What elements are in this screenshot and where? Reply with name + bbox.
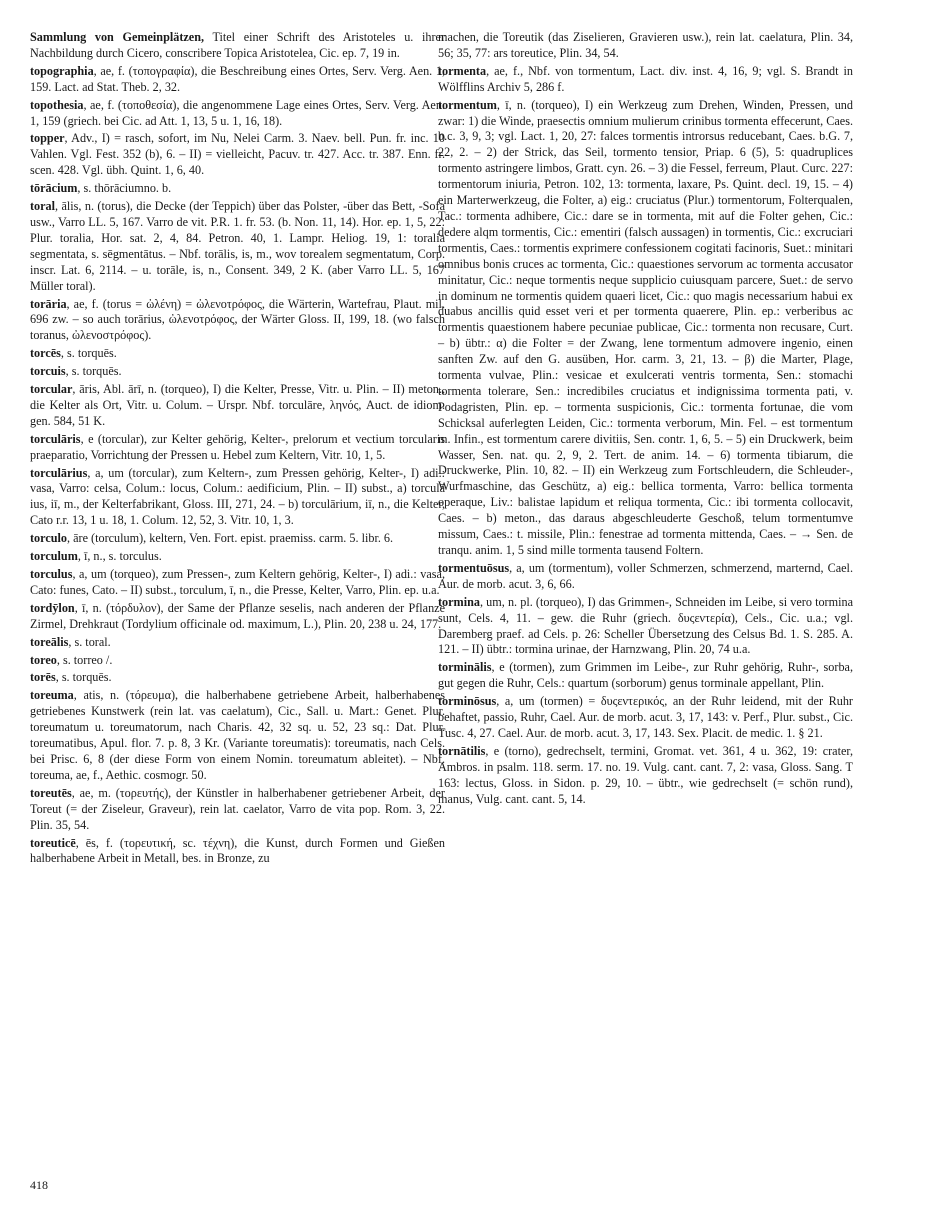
dictionary-entry: [30, 601, 445, 633]
entry-body: , s. torreo /.: [56, 652, 113, 667]
entry-headword: toreutēs: [30, 785, 72, 800]
entry-body: , ae, m. (τορευτής), der Künstler in halberhabener getriebener Arbeit, der Toreut (= der Ziseleur, Graveur), rein lat. caelator, Varro de vita pop. Rom. 3, 22. Plin. 35, 54.: [30, 785, 445, 832]
entry-headword: tordȳlon: [30, 600, 75, 615]
entry-body: , āre (torculum), keltern, Ven. Fort. epist. praemiss. carm. 5. libr. 6.: [67, 531, 394, 546]
entry-body: , s. thōrāciumno. b.: [77, 181, 172, 196]
entry-body: , s. torquēs.: [55, 670, 112, 685]
entry-body: , ae, f. (torus = ὠλένη) = ὠλενοτρόφος, die Wärterin, Wartefrau, Plaut. mil. 696 zw. – so auch torārius, ὠλενοτρόφος, der Wärter Gloss. II, 199, 18. (wo falsch toranus, ὠλενοστρόφος).: [30, 296, 445, 343]
entry-body: , ae, f., Nbf. von tormentum, Lact. div. inst. 4, 16, 9; vgl. S. Brandt in Wölfflins Archiv 5, 286 f.: [438, 63, 853, 94]
entry-headword: torminālis: [438, 660, 492, 675]
entry-headword: tormentuōsus: [438, 560, 510, 575]
entry-headword: toreuma: [30, 688, 74, 703]
dictionary-entry: [30, 382, 445, 430]
entry-headword: torminōsus: [438, 694, 497, 709]
dictionary-entry: [30, 297, 445, 345]
entry-body: , ēs, f. (τορευτική, sc. τέχνη), die Kunst, durch Formen und Gießen halberhabene Arbeit in Metall, bes. in Bronze, zu: [30, 835, 445, 866]
entry-body: , um, n. pl. (torqueo), I) das Grimmen-, Schneiden im Leibe, si vero tormina sunt, Cels. 4, 11. – gew. die Ruhr (griech. δυςεντερία), Cels., Cic. u.a.; vgl. Daremberg praef. ad Cels. p. 26: Scheller Übersetzung des Celsus Bd. 1. S. 285. A. 121. – II) übtr.: tormina urinae, der Harnzwang, Plin. 20, 74 u.a.: [438, 594, 853, 657]
dictionary-entry: [30, 549, 445, 565]
entry-body: , s. toral.: [68, 634, 111, 649]
entry-body: , e (torno), gedrechselt, termini, Gromat. vet. 361, 4 u. 362, 19: crater, Ambros. in psalm. 118. serm. 17. no. 19. Vulg. cant. cant. 7, 2: vasa, Gloss. Sang. T 163: lectus, Gloss. in Sidon. p. 29, 10. – übtr., wie gedrechselt (= schön rund), manus, Vulg. cant. cant. 5, 14.: [438, 743, 853, 806]
entry-body: , e (torcular), zur Kelter gehörig, Kelter-, prelorum et vectium torcularis praeparatio, Vorrichtung der Pressen u. Hebel zum Keltern, Vitr. 10, 1, 5.: [30, 431, 445, 462]
entry-body: , ī, n. (torqueo), I) ein Werkzeug zum Drehen, Winden, Pressen, und zwar: 1) die Winde, praesectis omnium mulierum crinibus tormenta effecerunt, Caes. b.c. 3, 9, 3; vgl. Lact. 1, 20, 27: falces tormentis introrsus reducebant, Caes. b.G. 7, 22, 2. – 2) der Strick, das Seil, tormento tensior, Priap. 6 (5), 5: quadruplices tormento astringere limbos, Gratt. cyn. 26. – 3) die Fessel, ferreum, Plaut. Curc. 227: tormentorum iniuria, Petron. 102, 13: tormenta, laxare, Ps. Quint. decl. 19, 15. – 4) ein Marterwerkzeug, die Folter, a) eig.: cruciatus (Plur.) tormentorum, Folterqualen, Tac.: tormenta adhibere, Cic.: dare se in tormenta, mit auf die Folter gehen, Cic.: dedere alqm tormentis, Cic.: ementiri (falsch aussagen) in tormentis, Cic.: excruciari tormentis, Caes.: tormentis exprimere confessionem cogitati facinoris, Suet.: minitari omnibus bonis cruces ac tormenta, Cic.: quaestiones servorum ac tormenta accusator minitatur, Cic.: neque tormentis neque supplicio cuiusquam parcere, Suet.: de servo in dominum ne tormentis quidem quaeri licet, Cic.: quo magis necessarium habui ex duabus ancillis quid esset veri et per tormenta quaerere, Plin. ep.: verberibus ac tormentis quaestionem habere pecuniae publicae, Cic.: tormenta non recusare, Curt. – b) übtr.: α) die Folter = der Zwang, lene tormentum admovere ingenio, einen sanften Zw. auf den G. ausüben, Hor. carm. 3, 21, 13. – β) die Marter, Plage, tormenta vulvae, Plin.: vesicae et exulcerati ventris tormenta, Sen.: stomachi tormenta tolerare, Sen.: incredibiles cruciatus et indignissima tormenta pati, v. Podagristen, Plin. ep. – tormenta suspicionis, Cic.: tormenta fortunae, die vom Schicksal auferlegten Leiden, Cic.: tormenta verborum, Min. Fel. – est tormentum m. Infin., est tormentum carere divitiis, Sen. contr. 1, 6, 5. – 5) ein Druckwerk, beim Wasser, Sen. nat. qu. 2, 9, 2. Tert. de anim. 14. – 6) tormenta tibiarum, die Druckwerke, Plin. 10, 82. – II) ein Werkzeug zum Fortschleudern, die Schleuder-, Wurfmaschine, das Geschütz, a) eig.: bellica tormenta, Varro: bellica tormenta operaque, Liv.: balistae lapidum et reliqua tormenta, Cic.: ibi tormenta collocavit, Caes. – b) meton., das daraus abgeschleuderte Geschoß, telum tormentumve missum, Caes.: t. missile, Plin.: fenestrae ad tormenta mittenda, Caes. – → Sen. de tranqu. anim. 1, 5 sind mille tormenta tausend Foltern.: [438, 97, 853, 557]
page-number: 418: [30, 1178, 48, 1192]
dictionary-entry: [30, 670, 445, 686]
entry-headword: topper: [30, 131, 65, 146]
entry-body: machen, die Toreutik (das Ziselieren, Gravieren usw.), rein lat. caelatura, Plin. 34, 56; 35, 77: ars toreutice, Plin. 34, 54.: [438, 30, 853, 60]
dictionary-entry: [30, 30, 445, 62]
dictionary-entry: [438, 595, 853, 659]
dictionary-entry: [30, 131, 445, 179]
entry-headword: topographia: [30, 63, 94, 78]
entry-body: , ae, f. (τοποθεσία), die angenommene Lage eines Ortes, Serv. Verg. Aen. 1, 159 (griech. bei Cic. ad Att. 1, 13, 5 u. 1, 16, 18).: [30, 97, 445, 128]
entry-headword: topothesia: [30, 97, 84, 112]
dictionary-entry: [30, 466, 445, 530]
entry-headword: toreo: [30, 652, 57, 667]
entry-headword: tornātilis: [438, 743, 486, 758]
entry-headword: tormenta: [438, 63, 487, 78]
entry-body: , a, um (tormen) = δυςεντερικός, an der Ruhr leidend, mit der Ruhr behaftet, passio, Ruhr, Cael. Aur. de morb. acut. 3, 17, 143: v. Perf., Plur. subst., Cic. Tusc. 4, 27. Cael. Aur. de morb. acut. 3, 17, 143. Sex. Placit. de medic. 1. § 21.: [438, 694, 853, 740]
dictionary-entry: [438, 30, 853, 62]
entry-body: , e (tormen), zum Grimmen im Leibe-, zur Ruhr gehörig, Ruhr-, sorba, gut gegen die Ruhr, Cels.: quartum (sorborum) genus torminale appellant, Plin.: [438, 660, 853, 691]
entry-body: , ālis, n. (torus), die Decke (der Teppich) über das Polster, -über das Bett, -Sofa usw., Varro LL. 5, 167. Varro de vit. P.R. 1. fr. 53. (b. Non. 11, 14). Hor. ep. 1, 5, 22: Plur. toralia, Hor. sat. 2, 4, 84. Petron. 40, 1. Lampr. Heliog. 19, 1: toralia segmentata, s. sēgmentātus. – Nbf. torālis, is, m., wov torealem segmentatum, Corp. inscr. Lat. 6, 2114. – u. torāle, is, n., Consent. 349, 2 K. (aber Varro LL. 5, 167 Müller toral).: [30, 199, 445, 293]
entry-headword: torcular: [30, 382, 73, 397]
left-column: [30, 30, 445, 869]
entry-headword: torēs: [30, 670, 56, 685]
dictionary-entry: [438, 98, 853, 559]
entry-headword: torcuis: [30, 364, 66, 379]
dictionary-entry: [438, 64, 853, 96]
dictionary-entry: [30, 786, 445, 834]
entry-body: , ae, f. (τοπογραφία), die Beschreibung eines Ortes, Serv. Verg. Aen. 1, 159. Lact. ad Stat. Theb. 2, 32.: [30, 63, 445, 94]
entry-body: , āris, Abl. ārī, n. (torqueo), I) die Kelter, Presse, Vitr. u. Plin. – II) meton., die Kelter als Ort, Vitr. u. Colum. – Urspr. Nbf. torculāre, ληνός, Auct. de idiom. gen. 584, 51 K.: [30, 382, 445, 428]
entry-body: , ī, n. (τόρδυλον), der Same der Pflanze seselis, nach anderen der Pflanze Zirmel, Drehkraut (Tordylium officinale od. maximum, L.), Plin. 20, 238 u. 24, 177.: [30, 600, 445, 631]
entry-body: Titel einer Schrift des Aristoteles u. ihrer Nachbildung durch Cicero, conscribere Topica Aristotelea, Cic. ep. 7, 19 in.: [30, 30, 445, 60]
entry-headword: toral: [30, 199, 56, 214]
right-column: [438, 30, 853, 810]
entry-headword: toreālis: [30, 634, 69, 649]
dictionary-entry: [438, 694, 853, 742]
dictionary-entry: [30, 432, 445, 464]
dictionary-entry: [438, 561, 853, 593]
dictionary-entry: [438, 744, 853, 808]
entry-headword: tōrācium: [30, 181, 78, 196]
entry-body: , s. torquēs.: [65, 364, 122, 379]
dictionary-entry: [30, 836, 445, 868]
entry-headword: torculāris: [30, 431, 81, 446]
dictionary-entry: [30, 635, 445, 651]
entry-headword: tormina: [438, 594, 480, 609]
entry-body: , atis, n. (τόρευμα), die halberhabene getriebene Arbeit, halberhabenes getriebenes Kunstwerk (rein lat. vas caelatum), Cic., Sall. u. Mart.: Genet. Plur. toreumatum u. toreumatorum, nach Charis. 42, 32 sq. u. 52, 23 sq.: Dat. Plur. toreumatibus, Apul. flor. 7. p. 8, 3 Kr. (Variante toreumatis): toreumatis, nach Cels. bei Prisc. 6, 8 (der diese Form von einem Nomin. toreumatum ableitet). – Nbf. toreuma, ae, f., Aethic. cosmogr. 50.: [30, 688, 445, 782]
dictionary-entry: [438, 660, 853, 692]
entry-headword: torculus: [30, 567, 73, 581]
entry-headword: Sammlung von Gemeinplätzen,: [30, 30, 205, 44]
entry-body: , s. torquēs.: [60, 346, 117, 361]
dictionary-entry: [30, 181, 445, 197]
entry-body: , Adv., I) = rasch, sofort, im Nu, Nelei Carm. 3. Naev. bell. Pun. fr. inc. 10 Vahlen. Vgl. Fest. 352 (b), 6. – II) = vielleicht, Pacuv. tr. 427. Acc. tr. 387. Enn. fr. scen. 428. Vgl. übh. Quint. 1, 6, 40.: [30, 131, 445, 178]
entry-headword: torculo: [30, 531, 68, 546]
dictionary-entry: [30, 653, 445, 669]
dictionary-entry: [30, 531, 445, 547]
entry-body: , a, um (torcular), zum Keltern-, zum Pressen gehörig, Kelter-, I) adi.: vasa, Varro: celsa, Colum.: locus, Colum.: aedificium, Plin. – II) subst., a) torculā ius, iī, m., der Kelterfabrikant, Gloss. III, 271, 24. – b) torculārium, iī, n., die Kelter, Cato r.r. 13, 1 u. 18, 1. Colum. 12, 52, 3. Vitr. 10, 1, 3.: [30, 465, 445, 528]
entry-headword: toreuticē: [30, 835, 76, 850]
entry-body: , a, um (tormentum), voller Schmerzen, schmerzend, marternd, Cael. Aur. de morb. acut. 3, 6, 66.: [438, 560, 853, 591]
dictionary-entry: [30, 688, 445, 783]
entry-headword: torcēs: [30, 346, 61, 361]
entry-headword: torculārius: [30, 465, 88, 480]
dictionary-entry: [30, 364, 445, 380]
entry-body: , a, um (torqueo), zum Pressen-, zum Keltern gehörig, Kelter-, I) adi.: vasa, Cato: funes, Cato. – II) subst., torculum, ī, n., die Presse, Kelter, Varro, Plin. ep. u.a.: [30, 567, 445, 597]
entry-headword: torculum: [30, 549, 78, 564]
dictionary-entry: [30, 567, 445, 599]
dictionary-entry: [30, 64, 445, 96]
entry-headword: torāria: [30, 296, 67, 311]
dictionary-entry: [30, 98, 445, 130]
dictionary-entry: [30, 199, 445, 294]
dictionary-entry: [30, 346, 445, 362]
entry-body: , ī, n., s. torculus.: [77, 549, 162, 564]
entry-headword: tormentum: [438, 97, 497, 112]
